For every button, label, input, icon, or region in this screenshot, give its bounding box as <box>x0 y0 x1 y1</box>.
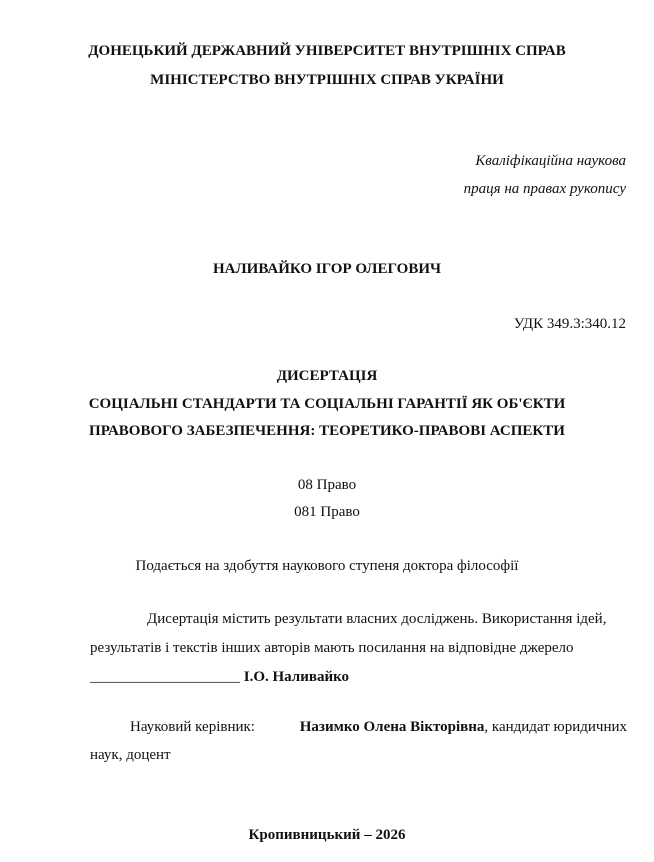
manuscript-line-1: Кваліфікаційна наукова <box>475 153 626 169</box>
declaration-line-1: Дисертація містить результати власних досліджень. Використання ідей, <box>147 611 607 627</box>
supervisor-line-2: наук, доцент <box>90 747 171 763</box>
signature-name: І.О. Наливайко <box>243 669 350 685</box>
city-year: Кропивницький – 2026 <box>248 827 406 843</box>
declaration-line-2: результатів і текстів інших авторів мають посилання на відповідне джерело <box>90 640 574 656</box>
signature-line: ____________________ <box>90 669 240 685</box>
supervisor-rest-line-1: , кандидат юридичних <box>484 719 627 735</box>
specialty-code: 081 Право <box>294 504 360 520</box>
ministry-name: МІНІСТЕРСТВО ВНУТРІШНІХ СПРАВ УКРАЇНИ <box>150 72 504 88</box>
dissertation-title-line-2: ПРАВОВОГО ЗАБЕЗПЕЧЕННЯ: ТЕОРЕТИКО-ПРАВОВІ АСПЕКТИ <box>89 423 565 439</box>
manuscript-line-2: праця на правах рукопису <box>463 181 626 197</box>
dissertation-label: ДИСЕРТАЦІЯ <box>276 368 378 384</box>
field-of-knowledge: 08 Право <box>297 477 357 493</box>
author-name: НАЛИВАЙКО ІГОР ОЛЕГОВИЧ <box>212 261 442 277</box>
supervisor-paragraph <box>90 718 627 764</box>
degree-statement: Подається на здобуття наукового ступеня доктора філософії <box>135 558 519 574</box>
university-name: ДОНЕЦЬКИЙ ДЕРЖАВНИЙ УНІВЕРСИТЕТ ВНУТРІШНІХ СПРАВ <box>88 43 566 59</box>
declaration-paragraph <box>90 610 627 686</box>
supervisor-rest <box>300 718 627 736</box>
dissertation-title-line-1: СОЦІАЛЬНІ СТАНДАРТИ ТА СОЦІАЛЬНІ ГАРАНТІЇ ЯК ОБ'ЄКТИ <box>88 396 566 412</box>
supervisor-name: Назимко Олена Вікторівна <box>299 719 485 735</box>
signature-row <box>90 668 627 686</box>
udc-code: УДК 349.3:340.12 <box>513 316 626 332</box>
supervisor-label: Науковий керівник: <box>130 719 255 735</box>
supervisor-line-1 <box>90 718 627 736</box>
